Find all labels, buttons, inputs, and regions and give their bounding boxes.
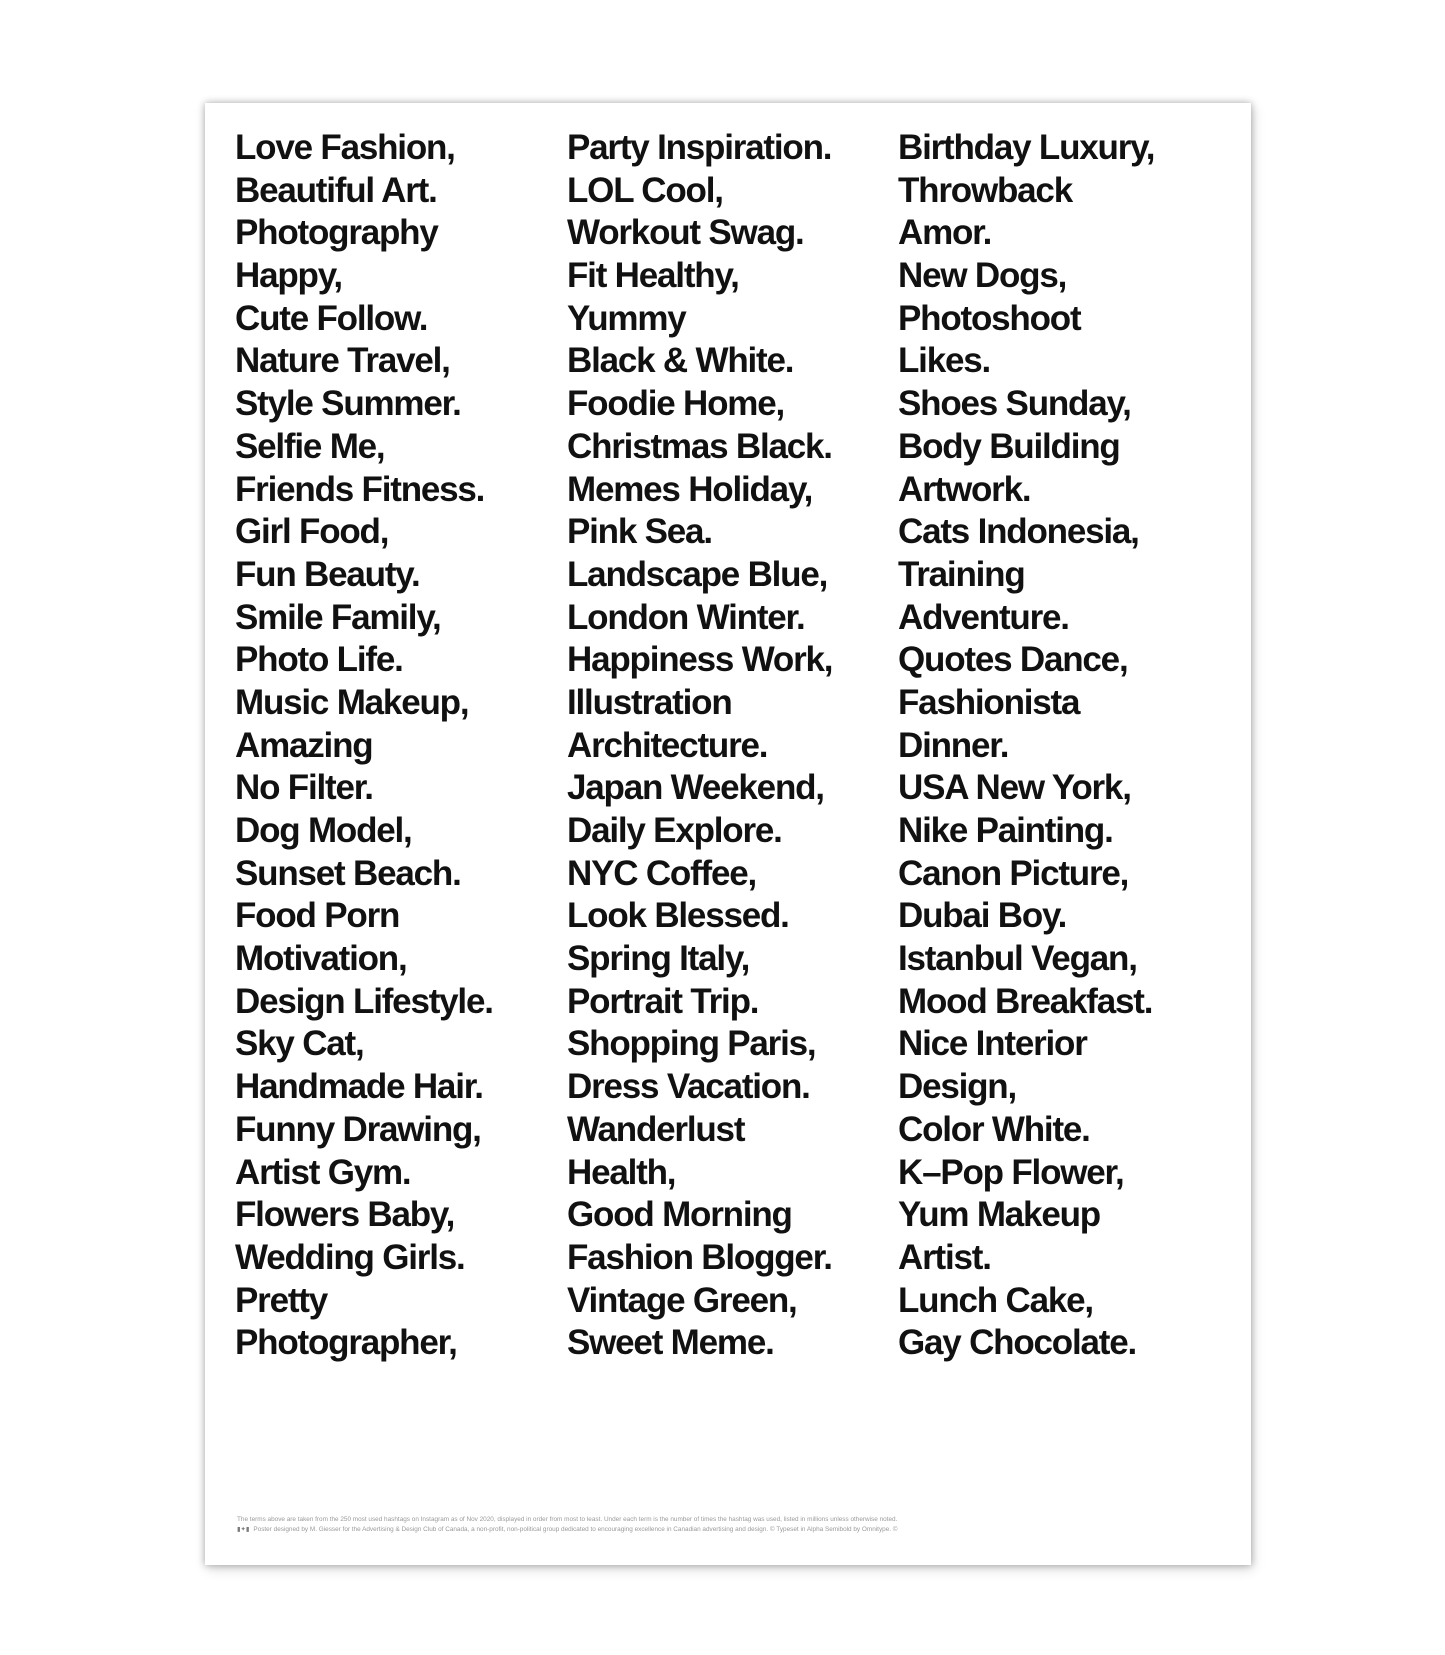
hashtag-line: Dinner. <box>898 725 1009 765</box>
hashtag-line: Flowers Baby, <box>235 1195 455 1235</box>
hashtag-line: Sweet Meme. <box>567 1323 774 1363</box>
hashtag-line: Food Porn <box>235 896 400 936</box>
hashtag-line: Yum Makeup <box>898 1195 1100 1235</box>
hashtag-line: Photographer, <box>235 1323 457 1363</box>
hashtag-line: Body Building <box>898 426 1120 466</box>
hashtag-line: Lunch Cake, <box>898 1280 1093 1320</box>
hashtag-line: New Dogs, <box>898 256 1067 296</box>
hashtag-line: Foodie Home, <box>567 384 784 424</box>
hashtag-line: Design, <box>898 1067 1017 1107</box>
hashtag-line: Funny Drawing, <box>235 1109 481 1149</box>
hashtag-line: Wanderlust <box>567 1109 745 1149</box>
hashtag-line: Nike Painting. <box>898 811 1113 850</box>
hashtag-line: Istanbul Vegan, <box>898 939 1137 979</box>
hashtag-line: Landscape Blue, <box>567 554 828 594</box>
hashtag-line: Artist. <box>898 1237 991 1277</box>
hashtag-line: Dog Model, <box>235 811 412 850</box>
hashtag-line: Wedding Girls. <box>235 1237 465 1277</box>
hashtag-line: Sky Cat, <box>235 1024 364 1064</box>
hashtag-line: Architecture. <box>567 725 768 765</box>
hashtag-line: No Filter. <box>235 768 373 808</box>
hashtag-line: Design Lifestyle. <box>235 981 493 1021</box>
footer-note <box>237 1515 1237 1535</box>
canada-flag-icon: ▮✦▮ <box>237 1526 250 1533</box>
hashtag-line: Happiness Work, <box>567 640 833 680</box>
poster <box>205 103 1251 1565</box>
hashtag-line: Shoes Sunday, <box>898 384 1131 424</box>
hashtag-line: Happy, <box>235 256 342 296</box>
hashtag-line: Photo Life. <box>235 640 403 680</box>
hashtag-line: Dubai Boy. <box>898 896 1067 936</box>
hashtag-line: Amazing <box>235 725 373 765</box>
column-3 <box>898 127 1228 1365</box>
hashtag-line: Love Fashion, <box>235 128 455 167</box>
hashtag-line: Friends Fitness. <box>235 469 485 509</box>
hashtag-line: London Winter. <box>567 597 805 637</box>
hashtag-line: Fit Healthy, <box>567 256 739 296</box>
hashtag-line: Training <box>898 554 1025 594</box>
hashtag-line: Throwback <box>898 170 1072 210</box>
hashtag-line: Quotes Dance, <box>898 640 1128 680</box>
hashtag-line: Artist Gym. <box>235 1152 411 1192</box>
hashtag-line: Good Morning <box>567 1195 792 1235</box>
hashtag-line: Gay Chocolate. <box>898 1323 1136 1363</box>
hashtag-line: Fashion Blogger. <box>567 1237 832 1277</box>
footer-line-2 <box>237 1525 1237 1535</box>
footer-line-1: The terms above are taken from the 250 most used hashtags on Instagram as of Nov 2020, displayed in order from most to least. Under each term is the number of times the hashtag was used, listed in millions unless otherwise noted. <box>237 1516 898 1523</box>
hashtag-line: Nature Travel, <box>235 341 450 381</box>
hashtag-line: Black & White. <box>567 341 794 381</box>
hashtag-line: LOL Cool, <box>567 170 723 210</box>
hashtag-columns <box>235 127 1245 1467</box>
hashtag-line: Shopping Paris, <box>567 1024 816 1064</box>
hashtag-line: Color White. <box>898 1109 1090 1149</box>
hashtag-line: Photoshoot <box>898 298 1081 338</box>
column-1 <box>235 127 565 1365</box>
hashtag-line: Workout Swag. <box>567 213 804 253</box>
hashtag-line: Artwork. <box>898 469 1031 509</box>
hashtag-line: Cute Follow. <box>235 298 428 338</box>
hashtag-line: Likes. <box>898 341 991 381</box>
hashtag-line: Vintage Green, <box>567 1280 797 1320</box>
hashtag-line: Yummy <box>567 298 686 338</box>
hashtag-line: K–Pop Flower, <box>898 1152 1124 1192</box>
hashtag-line: NYC Coffee, <box>567 853 757 893</box>
hashtag-line: Fun Beauty. <box>235 554 420 594</box>
hashtag-line: Illustration <box>567 682 732 722</box>
hashtag-line: Pink Sea. <box>567 512 712 552</box>
hashtag-line: Japan Weekend, <box>567 768 824 808</box>
column-2 <box>567 127 897 1365</box>
hashtag-line: Christmas Black. <box>567 426 832 466</box>
hashtag-line: Dress Vacation. <box>567 1067 810 1107</box>
hashtag-line: Adventure. <box>898 597 1069 637</box>
hashtag-line: Music Makeup, <box>235 682 469 722</box>
hashtag-line: Pretty <box>235 1280 328 1320</box>
hashtag-line: Canon Picture, <box>898 853 1129 893</box>
hashtag-line: Girl Food, <box>235 512 389 552</box>
hashtag-line: Birthday Luxury, <box>898 128 1155 167</box>
hashtag-line: Fashionista <box>898 682 1080 722</box>
hashtag-line: Sunset Beach. <box>235 853 461 893</box>
hashtag-line: Smile Family, <box>235 597 441 637</box>
hashtag-line: Mood Breakfast. <box>898 981 1153 1021</box>
hashtag-line: Motivation, <box>235 939 407 979</box>
hashtag-line: Amor. <box>898 213 992 253</box>
footer-credit: Poster designed by M. Giesser for the Advertising & Design Club of Canada, a non-profit, non-political group dedicated to encouraging excellence in Canadian advertising and design. © Typeset in Alpha Semibold by Omnitype. © <box>253 1526 898 1533</box>
hashtag-line: Look Blessed. <box>567 896 789 936</box>
hashtag-line: Daily Explore. <box>567 811 782 850</box>
hashtag-line: Party Inspiration. <box>567 128 832 167</box>
hashtag-line: Spring Italy, <box>567 939 750 979</box>
hashtag-line: Health, <box>567 1152 676 1192</box>
hashtag-line: Handmade Hair. <box>235 1067 483 1107</box>
hashtag-line: Photography <box>235 213 438 253</box>
hashtag-line: USA New York, <box>898 768 1131 808</box>
hashtag-line: Cats Indonesia, <box>898 512 1139 552</box>
hashtag-line: Beautiful Art. <box>235 170 437 210</box>
hashtag-line: Memes Holiday, <box>567 469 813 509</box>
hashtag-line: Selfie Me, <box>235 426 385 466</box>
hashtag-line: Nice Interior <box>898 1024 1087 1064</box>
hashtag-line: Portrait Trip. <box>567 981 759 1021</box>
hashtag-line: Style Summer. <box>235 384 461 424</box>
